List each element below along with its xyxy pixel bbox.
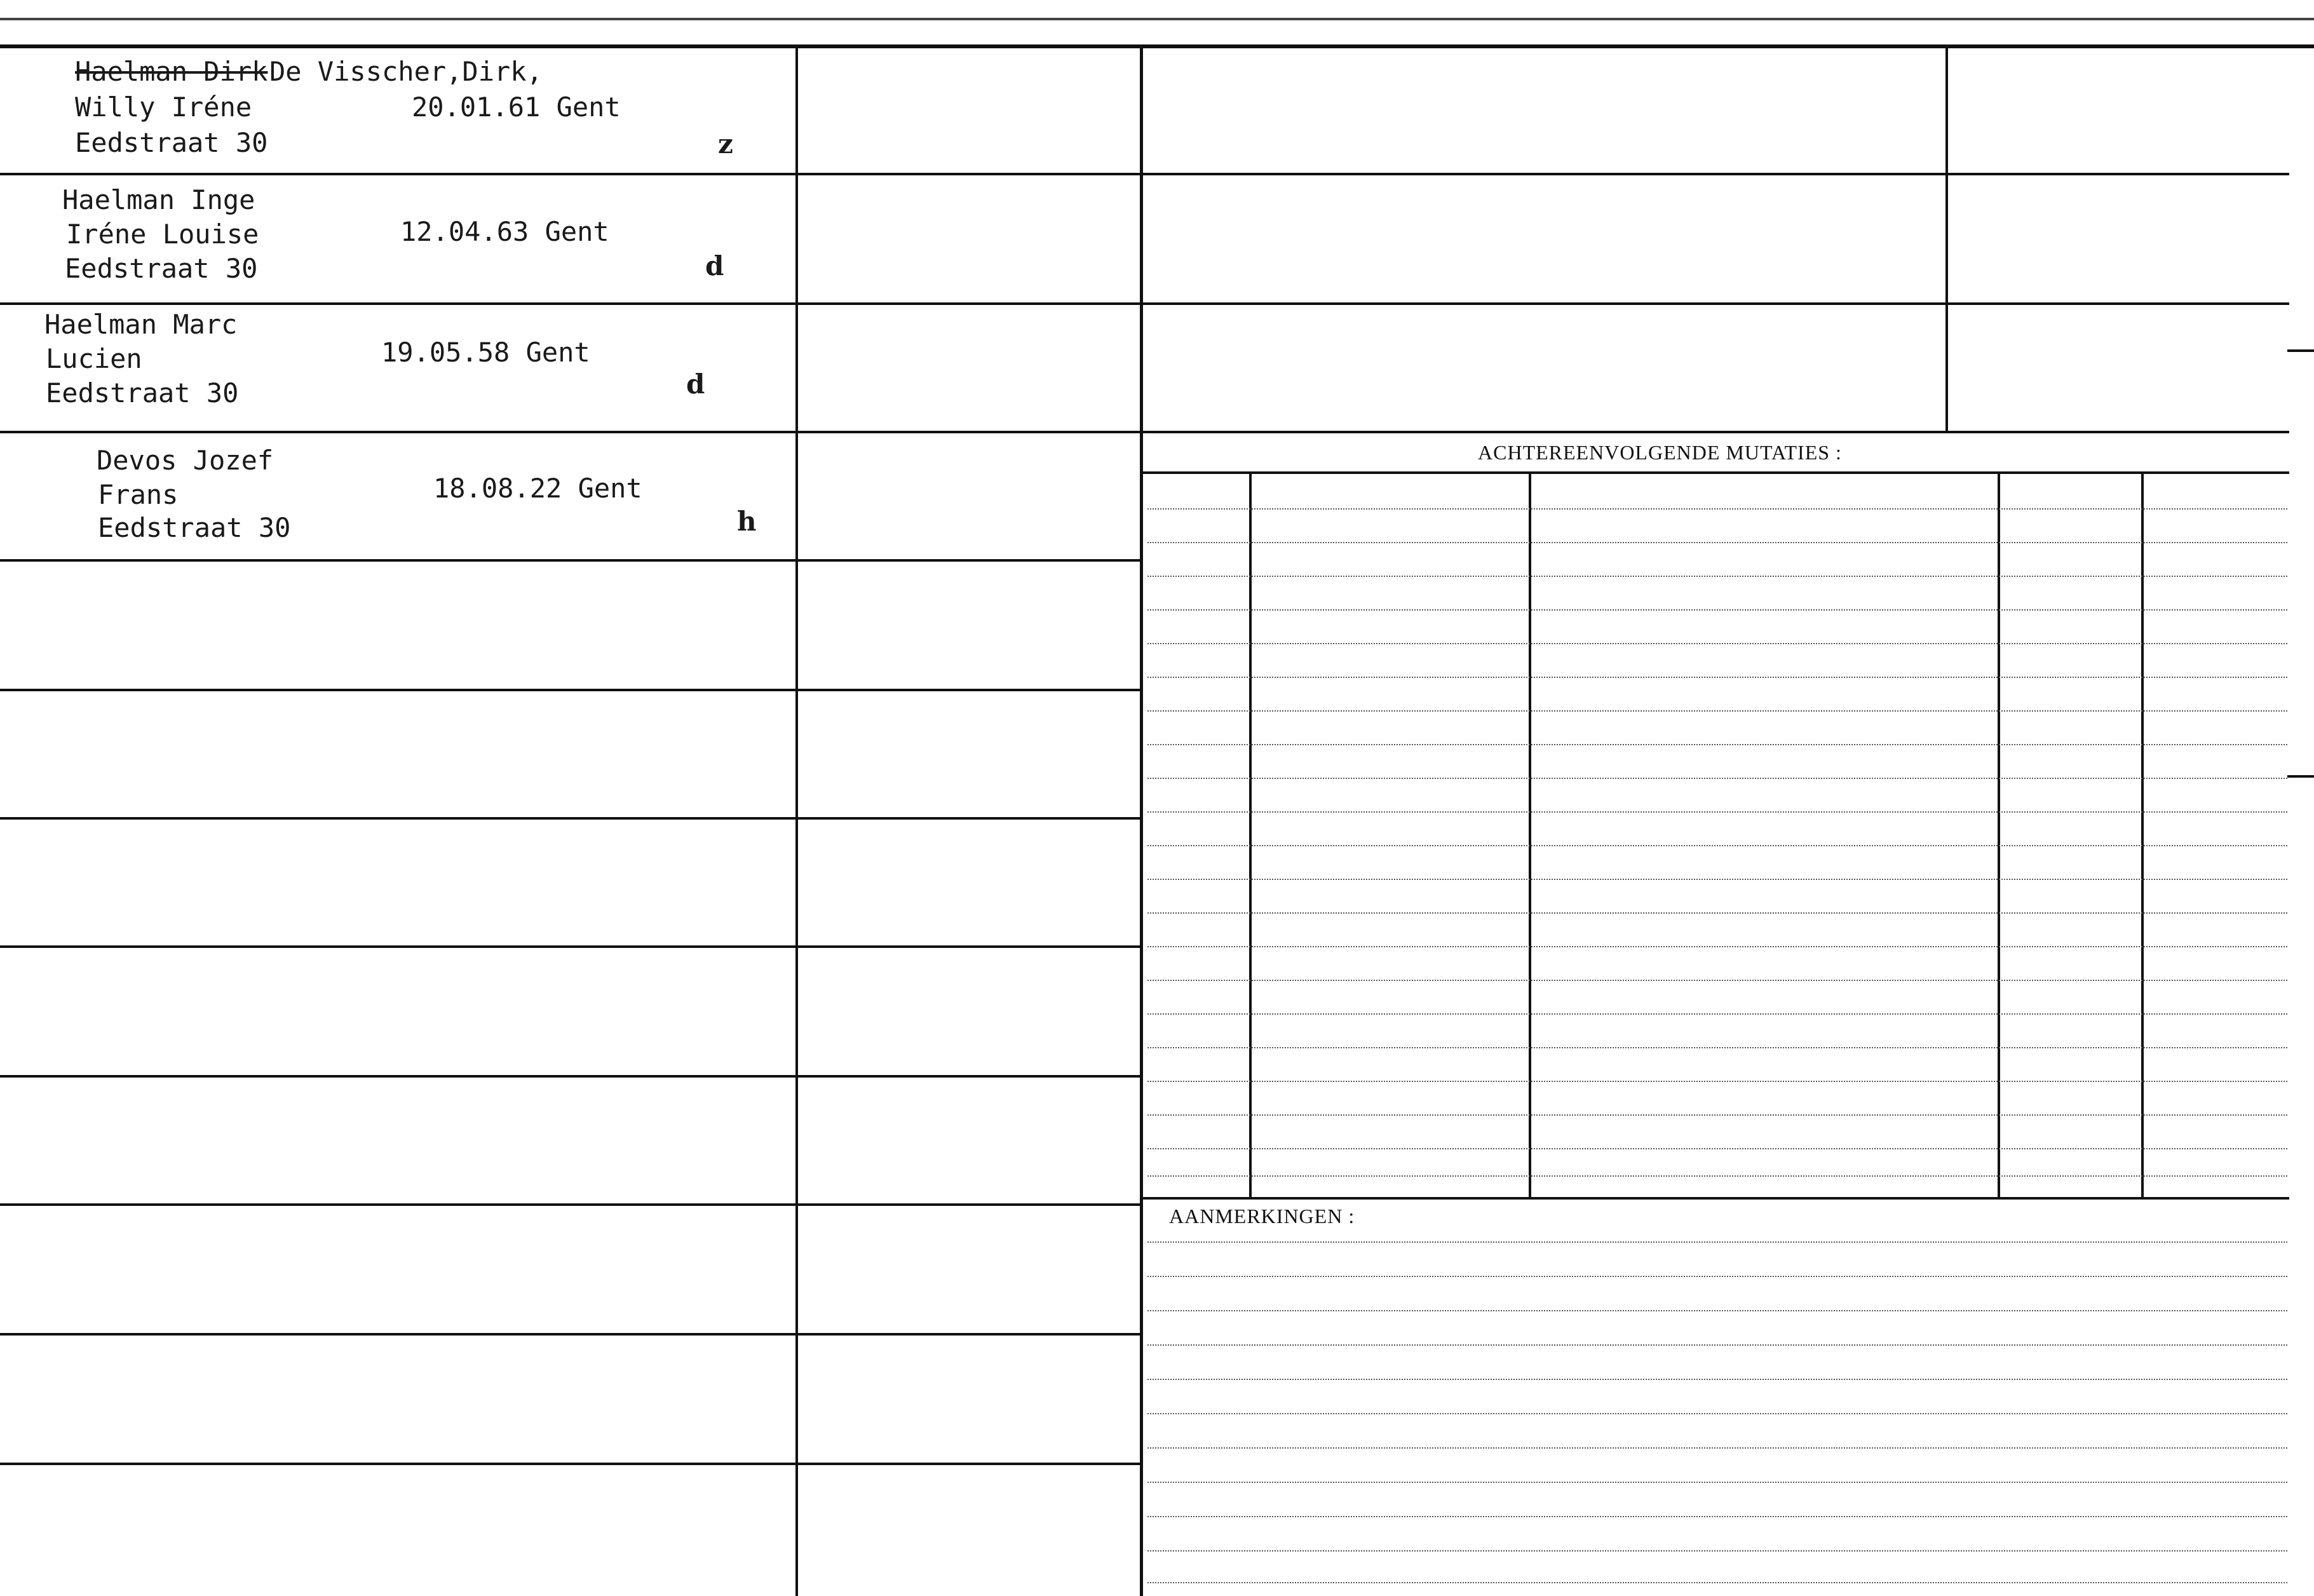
column-divider-2 — [1140, 48, 1143, 1596]
top-border — [0, 44, 2314, 48]
column-divider-1 — [795, 48, 798, 1596]
entry-address: Eedstraat 30 — [98, 512, 291, 543]
entry-address: Eedstraat 30 — [65, 253, 258, 284]
entry-name-line1: Haelman Marc — [44, 309, 238, 340]
entry-name-line2: Willy Iréne — [75, 91, 252, 123]
entry-struck-name: Haelman Dirk — [75, 56, 268, 87]
entry-name-line1: Devos Jozef — [97, 445, 274, 476]
entry-code: h — [737, 506, 757, 537]
scan-edge-line — [0, 18, 2314, 20]
mutaties-heading: ACHTEREENVOLGENDE MUTATIES : — [1478, 441, 1842, 464]
entry-address: Eedstraat 30 — [75, 127, 268, 158]
entry-birth: 18.08.22 Gent — [433, 473, 642, 504]
entry-name-line2: Iréne Louise — [66, 219, 259, 250]
margin-tick — [2287, 775, 2314, 778]
margin-tick — [2287, 349, 2314, 352]
entry-code: d — [686, 369, 705, 400]
entry-name-line1: De Visscher,Dirk, — [269, 56, 543, 87]
entry-birth: 20.01.61 Gent — [412, 91, 621, 123]
entry-name-line2: Frans — [98, 479, 179, 510]
entry-birth: 19.05.58 Gent — [381, 337, 590, 368]
entry-code: d — [705, 250, 724, 281]
entry-address: Eedstraat 30 — [46, 377, 239, 409]
entry-name-line2: Lucien — [46, 343, 142, 374]
entry-code: z — [718, 128, 733, 159]
column-divider-3 — [1945, 48, 1948, 431]
entry-birth: 12.04.63 Gent — [400, 216, 609, 247]
aanmerkingen-heading: AANMERKINGEN : — [1169, 1205, 1355, 1227]
entry-name-line1: Haelman Inge — [62, 184, 255, 215]
